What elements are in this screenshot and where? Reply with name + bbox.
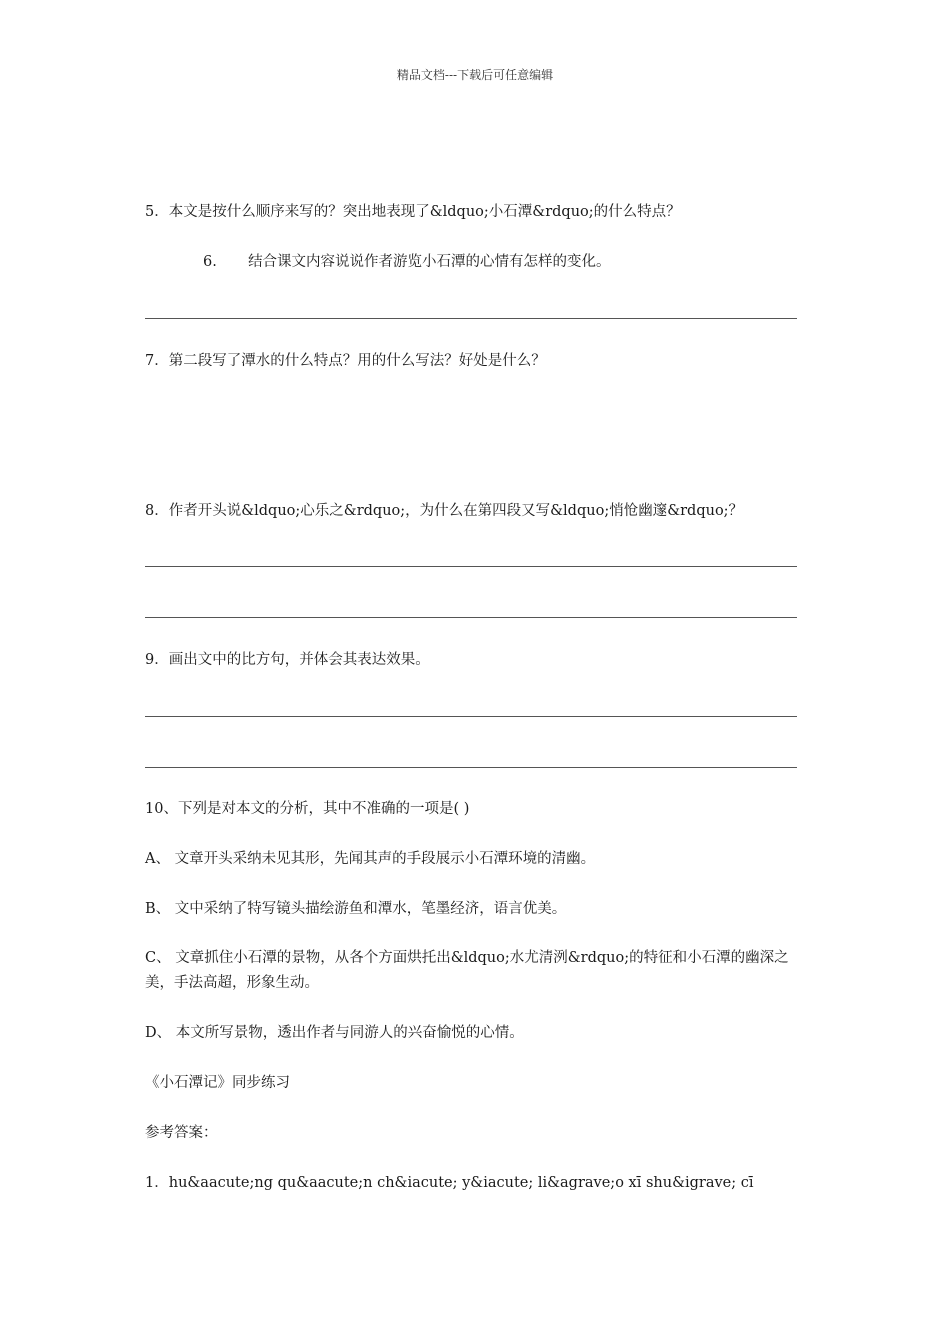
question-6-text: 结合课文内容说说作者游览小石潭的心情有怎样的变化。 bbox=[248, 254, 611, 270]
option-c: C、 文章抓住小石潭的景物，从各个方面烘托出&ldquo;水尤清洌&rdquo;的特征和小石潭的幽深之美，手法高超，形象生动。 bbox=[145, 950, 789, 991]
answer-1: 1．hu&aacute;ng qu&aacute;n ch&iacute; y&iacute; li&agrave;o xī shu&igrave; cī bbox=[145, 1175, 754, 1191]
answer-line bbox=[145, 318, 797, 319]
option-b: B、 文中采纳了特写镜头描绘游鱼和潭水，笔墨经济，语言优美。 bbox=[145, 901, 567, 917]
answer-line bbox=[145, 566, 797, 567]
page-header: 精品文档---下载后可任意编辑 bbox=[396, 68, 554, 82]
question-8: 8．作者开头说&ldquo;心乐之&rdquo;，为什么在第四段又写&ldquo;悄怆幽邃&rdquo;？ bbox=[145, 503, 744, 519]
answer-line bbox=[145, 767, 797, 768]
question-10: 10、下列是对本文的分析，其中不准确的一项是( ) bbox=[145, 801, 470, 817]
option-d: D、 本文所写景物，透出作者与同游人的兴奋愉悦的心情。 bbox=[145, 1025, 524, 1041]
option-a: A、 文章开头采纳未见其形，先闻其声的手段展示小石潭环境的清幽。 bbox=[145, 851, 596, 867]
answers-title: 《小石潭记》同步练习 bbox=[145, 1075, 290, 1091]
question-6-number: 6. bbox=[203, 254, 217, 270]
answer-line bbox=[145, 617, 797, 618]
answer-line bbox=[145, 716, 797, 717]
question-5: 5．本文是按什么顺序来写的？突出地表现了&ldquo;小石潭&rdquo;的什么特点？ bbox=[145, 204, 681, 220]
question-6 bbox=[203, 250, 611, 274]
question-7: 7．第二段写了潭水的什么特点？用的什么写法？好处是什么？ bbox=[145, 353, 546, 369]
answers-label: 参考答案： bbox=[145, 1125, 218, 1141]
question-9: 9．画出文中的比方句，并体会其表达效果。 bbox=[145, 652, 430, 668]
